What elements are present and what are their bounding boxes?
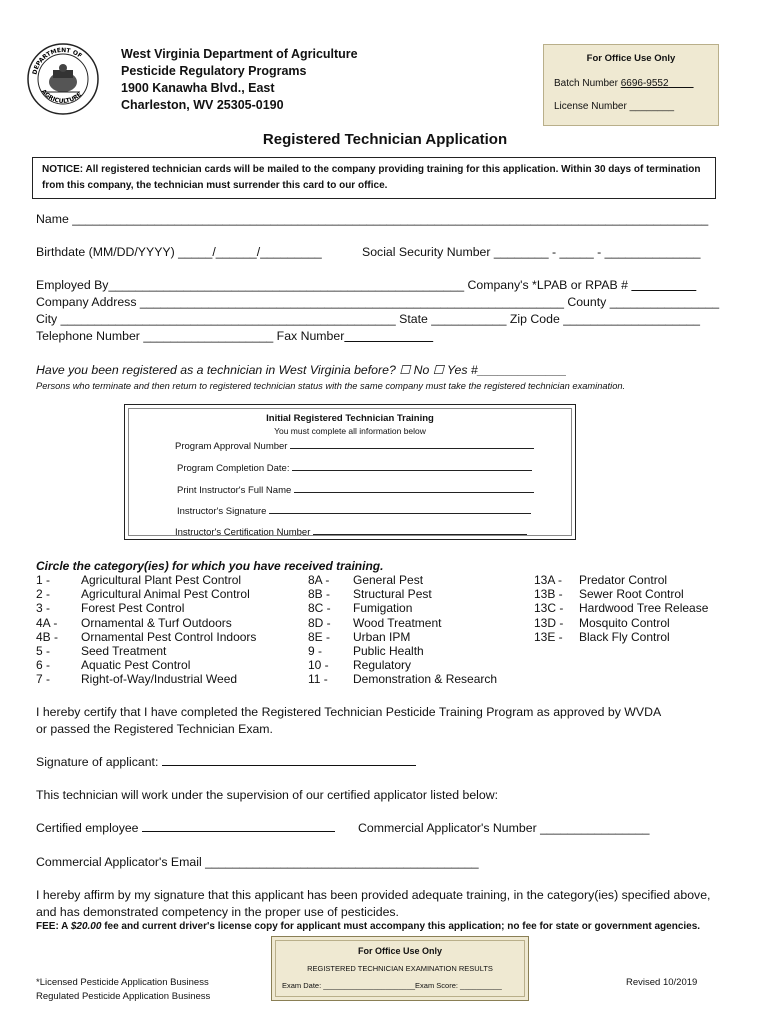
training-box-title: Initial Registered Technician Training <box>266 413 434 424</box>
category-code: 8B - <box>308 587 331 602</box>
fee-amount: $20.00 <box>70 921 102 932</box>
category-name: Forest Pest Control <box>81 601 185 616</box>
training-box <box>124 404 576 540</box>
instructor-name-field[interactable] <box>177 485 534 496</box>
category-item[interactable] <box>36 616 256 630</box>
category-item[interactable] <box>36 601 256 615</box>
instructor-cert-label: Instructor's Certification Number <box>175 527 311 538</box>
form-title: Registered Technician Application <box>262 131 508 148</box>
category-name: Wood Treatment <box>353 615 442 630</box>
supervision-text: This technician will work under the supervision of our certified applicator listed below: <box>36 788 499 802</box>
office-use-box <box>543 44 719 126</box>
category-item[interactable] <box>534 616 708 630</box>
instructor-name-label: Print Instructor's Full Name <box>177 485 292 496</box>
categories-column-1 <box>36 573 256 687</box>
category-name: Demonstration & Research <box>353 672 498 687</box>
category-item[interactable] <box>534 630 708 644</box>
category-name: Regulatory <box>353 658 412 673</box>
telephone-fax-field[interactable] <box>36 329 433 343</box>
certify-line-1: I hereby certify that I have completed the Registered Technician Pesticide Training Program as approved by WVDA <box>36 705 662 719</box>
exam-date-score-line[interactable]: Exam Date: ______________________Exam Score: __________ <box>282 981 502 990</box>
category-code: 8D - <box>308 615 331 630</box>
category-item[interactable] <box>36 630 256 644</box>
category-item[interactable] <box>308 644 497 658</box>
commercial-number-field[interactable]: Commercial Applicator's Number ________________ <box>358 821 650 835</box>
affirm-line-1: I hereby affirm by my signature that this applicant has been provided adequate training, in the category(ies) specified above, <box>36 888 711 902</box>
category-name: Agricultural Plant Pest Control <box>81 573 242 587</box>
category-name: Fumigation <box>353 601 413 616</box>
city-state-zip-field[interactable]: City _________________________________________________ State ___________ Zip Code ____________________ <box>36 312 700 326</box>
license-blank[interactable]: ________ <box>629 101 675 112</box>
category-name: Ornamental & Turf Outdoors <box>81 615 232 630</box>
employed-by-field[interactable] <box>36 278 696 292</box>
category-item[interactable] <box>36 644 256 658</box>
office-use-exam-box <box>271 936 529 1001</box>
affirm-line-2: and has demonstrated competency in the proper use of pesticides. <box>36 905 399 919</box>
agency-address <box>121 46 358 114</box>
category-item[interactable] <box>36 587 256 601</box>
prior-registration-note: Persons who terminate and then return to registered technician status with the same company must take the registered technician examination. <box>36 381 626 391</box>
signature-label: Signature of applicant: <box>36 755 159 769</box>
categories-heading: Circle the category(ies) for which you have received training. <box>36 559 384 573</box>
category-code: 9 - <box>308 644 323 659</box>
category-name: Predator Control <box>579 573 668 587</box>
agency-street: 1900 Kanawha Blvd., East <box>121 81 275 95</box>
category-item[interactable] <box>308 587 497 601</box>
name-field[interactable]: Name _____________________________________________________________________________________________ <box>36 212 709 226</box>
category-code: 4A - <box>36 615 58 630</box>
category-name: Agricultural Animal Pest Control <box>81 587 250 602</box>
completion-date-field[interactable] <box>177 463 532 474</box>
category-code: 13B - <box>534 587 563 602</box>
category-code: 7 - <box>36 672 51 687</box>
category-code: 13E - <box>534 629 563 644</box>
agency-city: Charleston, WV 25305-0190 <box>121 98 284 112</box>
category-name: Black Fly Control <box>579 629 670 644</box>
fee-prefix: FEE: A <box>36 921 71 932</box>
category-item[interactable] <box>308 658 497 672</box>
category-code: 13D - <box>534 615 564 630</box>
category-item[interactable] <box>36 573 256 587</box>
footnote-lpab: *Licensed Pesticide Application Business <box>36 977 209 988</box>
category-code: 8A - <box>308 573 330 587</box>
category-code: 2 - <box>36 587 51 602</box>
category-name: Seed Treatment <box>81 644 167 659</box>
category-code: 6 - <box>36 658 51 673</box>
category-item[interactable] <box>534 587 708 601</box>
category-code: 5 - <box>36 644 51 659</box>
batch-number <box>554 78 694 89</box>
category-code: 10 - <box>308 658 329 673</box>
exam-box-subtitle: REGISTERED TECHNICIAN EXAMINATION RESULTS <box>307 964 493 973</box>
completion-date-label: Program Completion Date: <box>177 463 290 474</box>
batch-label: Batch Number <box>554 78 618 89</box>
svg-text:AGRICULTURE: AGRICULTURE <box>39 88 84 105</box>
birthdate-field[interactable]: Birthdate (MM/DD/YYYY) _____/______/_________ <box>36 245 322 259</box>
category-item[interactable] <box>308 672 497 686</box>
certified-employee-label: Certified employee <box>36 821 139 835</box>
prior-registration-question[interactable]: Have you been registered as a technician in West Virginia before? ☐ No ☐ Yes #_____________ <box>36 363 567 377</box>
category-name: General Pest <box>353 573 424 587</box>
company-address-field[interactable]: Company Address ______________________________________________________________ County ________________ <box>36 295 720 309</box>
category-code: 13A - <box>534 573 563 587</box>
fee-notice <box>36 921 700 932</box>
category-item[interactable] <box>308 630 497 644</box>
category-name: Ornamental Pest Control Indoors <box>81 629 257 644</box>
categories-column-2 <box>308 573 497 687</box>
batch-value: 6696-9552 <box>620 78 669 89</box>
category-item[interactable] <box>36 658 256 672</box>
applicant-signature-field[interactable] <box>36 755 416 769</box>
category-code: 11 - <box>308 672 328 687</box>
fee-suffix: fee and current driver's license copy for applicant must accompany this application; no fee for state or government agencies. <box>101 921 701 932</box>
certified-employee-field[interactable] <box>36 821 335 835</box>
category-code: 4B - <box>36 629 59 644</box>
category-item[interactable] <box>308 616 497 630</box>
program-approval-label: Program Approval Number <box>175 441 288 452</box>
program-approval-field[interactable] <box>175 441 534 452</box>
category-item[interactable] <box>534 601 708 615</box>
category-item[interactable] <box>534 573 708 587</box>
instructor-cert-field[interactable] <box>175 527 527 538</box>
category-name: Public Health <box>353 644 424 659</box>
categories-column-3 <box>534 573 708 644</box>
footnote-rpab: Regulated Pesticide Application Business <box>36 991 211 1002</box>
category-name: Hardwood Tree Release <box>579 601 709 616</box>
category-code: 1 - <box>36 573 51 587</box>
instructor-signature-field[interactable] <box>177 506 531 517</box>
telephone-label: Telephone Number ___________________ Fax Number <box>36 329 345 343</box>
instructor-signature-label: Instructor's Signature <box>177 506 267 517</box>
category-item[interactable] <box>36 672 256 686</box>
employed-by-label: Employed By____________________________________________________ Company's *LPAB or RPAB # <box>36 278 628 292</box>
svg-text:DEPARTMENT OF: DEPARTMENT OF <box>31 46 84 76</box>
category-name: Structural Pest <box>353 587 432 602</box>
revised-date: Revised 10/2019 <box>626 977 698 988</box>
category-name: Sewer Root Control <box>579 587 684 602</box>
notice-box: NOTICE: All registered technician cards will be mailed to the company providing training for this application. Within 30 days of termination from this company, the technician must surrender this card to our office. <box>32 157 716 199</box>
category-code: 13C - <box>534 601 564 616</box>
license-number <box>554 101 674 112</box>
category-name: Mosquito Control <box>579 615 670 630</box>
license-label: License Number <box>554 101 627 112</box>
category-code: 8E - <box>308 629 331 644</box>
certify-line-2: or passed the Registered Technician Exam. <box>36 722 273 736</box>
training-box-subtitle: You must complete all information below <box>274 426 426 436</box>
ssn-field[interactable]: Social Security Number ________ - _____ - ______________ <box>362 245 701 259</box>
agency-program: Pesticide Regulatory Programs <box>121 64 307 78</box>
wvda-seal-logo <box>26 42 100 116</box>
category-item[interactable] <box>308 573 497 587</box>
category-code: 3 - <box>36 601 51 616</box>
agency-name: West Virginia Department of Agriculture <box>121 47 358 61</box>
office-use-title: For Office Use Only <box>586 53 676 64</box>
category-name: Right-of-Way/Industrial Weed <box>81 672 238 687</box>
commercial-email-field[interactable]: Commercial Applicator's Email ________________________________________ <box>36 855 479 869</box>
category-code: 8C - <box>308 601 331 616</box>
category-name: Urban IPM <box>353 629 411 644</box>
exam-box-title: For Office Use Only <box>357 946 443 956</box>
category-name: Aquatic Pest Control <box>81 658 191 673</box>
category-item[interactable] <box>308 601 497 615</box>
